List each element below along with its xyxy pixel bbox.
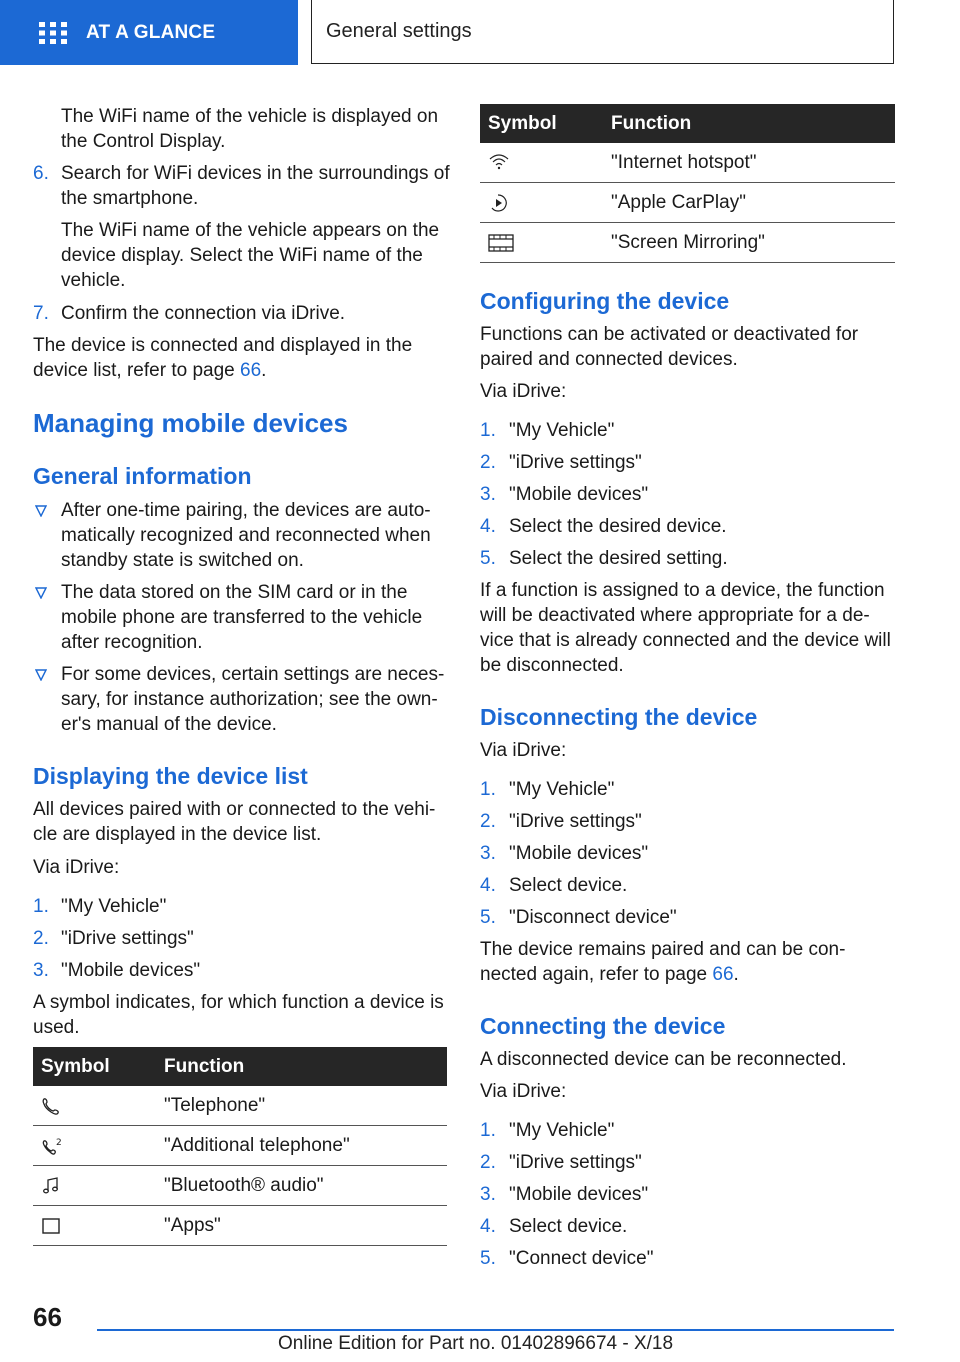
page-title: General settings	[326, 20, 472, 42]
period: .	[733, 964, 739, 985]
via-idrive: Via iDrive:	[480, 1081, 567, 1102]
step-number: 4.	[480, 1216, 496, 1237]
grid-menu-icon	[39, 22, 67, 44]
step-number: 5.	[480, 1248, 496, 1269]
function-cell: "Bluetooth® audio"	[156, 1166, 447, 1206]
step-number: 1.	[480, 779, 496, 800]
svg-text:2: 2	[56, 1137, 62, 1148]
step-text: "iDrive settings"	[509, 1152, 642, 1173]
page-link[interactable]: 66	[240, 360, 262, 381]
table-row	[480, 223, 895, 263]
heading-configuring: Configuring the device	[480, 288, 730, 314]
connected-text: The device is connected and displayed in the device list, refer to page	[33, 335, 413, 381]
step-subtext: The WiFi name of the vehicle appears on the device display. Select the WiFi name of the vehicle.	[61, 220, 440, 291]
symbol-table	[33, 1047, 447, 1246]
step-text: "My Vehicle"	[509, 420, 615, 441]
apps-square-icon	[41, 1216, 61, 1236]
step-text: "My Vehicle"	[61, 896, 167, 917]
step-text: "Mobile devices"	[509, 843, 649, 864]
column-header: Symbol	[33, 1047, 156, 1086]
bullet-triangle-icon	[35, 587, 47, 599]
step-text: "Mobile devices"	[61, 960, 201, 981]
step-number: 4.	[480, 516, 496, 537]
connected-paragraph	[33, 333, 447, 383]
step-text: "Mobile devices"	[509, 484, 649, 505]
table-row	[33, 1126, 447, 1166]
play-circle-icon	[488, 193, 508, 213]
heading-managing: Managing mobile devices	[33, 408, 348, 438]
assigned-text: If a function is assigned to a device, the function will be deactivated where appropriate for a de-vice that is already connected and the device will be disconnected.	[480, 580, 891, 676]
step-text: "Mobile devices"	[509, 1184, 649, 1205]
page-link[interactable]: 66	[712, 964, 734, 985]
via-idrive: Via iDrive:	[33, 857, 120, 878]
step-text: "iDrive settings"	[509, 452, 642, 473]
table-row	[33, 1206, 447, 1246]
wifi-hotspot-icon	[488, 153, 510, 173]
step-text: "My Vehicle"	[509, 779, 615, 800]
column-header: Function	[156, 1047, 447, 1086]
step-text: "Connect device"	[509, 1248, 654, 1269]
step-number: 3.	[480, 484, 496, 505]
heading-connecting: Connecting the device	[480, 1013, 726, 1039]
bullet-text: After one-time pairing, the devices are auto-matically recognized and reconnected when standby state is switched on.	[61, 500, 431, 571]
step-number: 2.	[480, 1152, 496, 1173]
music-note-icon	[41, 1176, 61, 1196]
symbol-table	[480, 104, 895, 263]
function-cell: "Apps"	[156, 1206, 447, 1246]
function-cell: "Internet hotspot"	[603, 143, 895, 183]
step-text: Select the desired setting.	[509, 548, 728, 569]
bullet-text: For some devices, certain settings are neces-sary, for instance authorization; see the own-er's manual of the device.	[61, 664, 445, 735]
via-idrive: Via iDrive:	[480, 740, 567, 761]
function-cell: "Telephone"	[156, 1086, 447, 1126]
bullet-triangle-icon	[35, 669, 47, 681]
bullet-triangle-icon	[35, 505, 47, 517]
step-text: Confirm the connection via iDrive.	[61, 303, 346, 324]
step-number: 5.	[480, 548, 496, 569]
step-number: 5.	[480, 907, 496, 928]
step-number: 3.	[480, 843, 496, 864]
step-text: "iDrive settings"	[61, 928, 194, 949]
step-text: Select device.	[509, 1216, 628, 1237]
step-number: 2.	[33, 928, 49, 949]
page-number: 66	[33, 1302, 62, 1332]
via-idrive: Via iDrive:	[480, 381, 567, 402]
continuation-text: The WiFi name of the vehicle is displayed on the Control Display.	[61, 106, 439, 152]
configuring-text: Functions can be activated or deactivated for paired and connected devices.	[480, 324, 859, 370]
page-title-box	[311, 0, 894, 64]
step-number: 1.	[480, 420, 496, 441]
step-number: 2.	[480, 452, 496, 473]
heading-general-information: General information	[33, 463, 252, 489]
step-text: Select device.	[509, 875, 628, 896]
function-cell: "Additional telephone"	[156, 1126, 447, 1166]
telephone-icon	[41, 1096, 61, 1116]
heading-disconnecting: Disconnecting the device	[480, 704, 758, 730]
table-row	[480, 143, 895, 183]
screen-mirroring-icon	[488, 233, 514, 253]
step-text: "iDrive settings"	[509, 811, 642, 832]
remains-text: The device remains paired and can be con-nected again, refer to page	[480, 939, 846, 985]
step-number: 1.	[33, 896, 49, 917]
edition-text: Online Edition for Part no. 01402896674 - X/18	[278, 1333, 674, 1354]
period: .	[261, 360, 267, 381]
step-number: 4.	[480, 875, 496, 896]
displaying-text: All devices paired with or connected to the vehi-cle are displayed in the device list.	[33, 799, 436, 845]
step-text: Search for WiFi devices in the surroundings of the smartphone.	[61, 163, 450, 209]
bullet-text: The data stored on the SIM card or in the mobile phone are transferred to the vehicle after recognition.	[61, 582, 423, 653]
heading-displaying: Displaying the device list	[33, 763, 308, 789]
connecting-text: A disconnected device can be reconnected.	[480, 1049, 847, 1070]
step-number: 7.	[33, 303, 49, 324]
step-text: "Disconnect device"	[509, 907, 677, 928]
step-number: 3.	[33, 960, 49, 981]
step-text: Select the desired device.	[509, 516, 727, 537]
table-header-row	[33, 1047, 447, 1086]
additional-telephone-icon	[41, 1136, 63, 1156]
step-number: 6.	[33, 163, 49, 184]
function-cell: "Apple CarPlay"	[603, 183, 895, 223]
function-cell: "Screen Mirroring"	[603, 223, 895, 263]
column-header: Symbol	[480, 104, 603, 143]
step-number: 1.	[480, 1120, 496, 1141]
symbol-text: A symbol indicates, for which function a device is used.	[33, 992, 444, 1038]
table-row	[480, 183, 895, 223]
table-row	[33, 1086, 447, 1126]
table-row	[33, 1166, 447, 1206]
footer-divider	[97, 1329, 894, 1331]
header-section-tab[interactable]	[0, 0, 298, 65]
step-text: "My Vehicle"	[509, 1120, 615, 1141]
column-header: Function	[603, 104, 895, 143]
step-number: 2.	[480, 811, 496, 832]
section-label: AT A GLANCE	[86, 21, 216, 43]
step-number: 3.	[480, 1184, 496, 1205]
table-header-row	[480, 104, 895, 143]
remains-paragraph	[480, 937, 895, 987]
